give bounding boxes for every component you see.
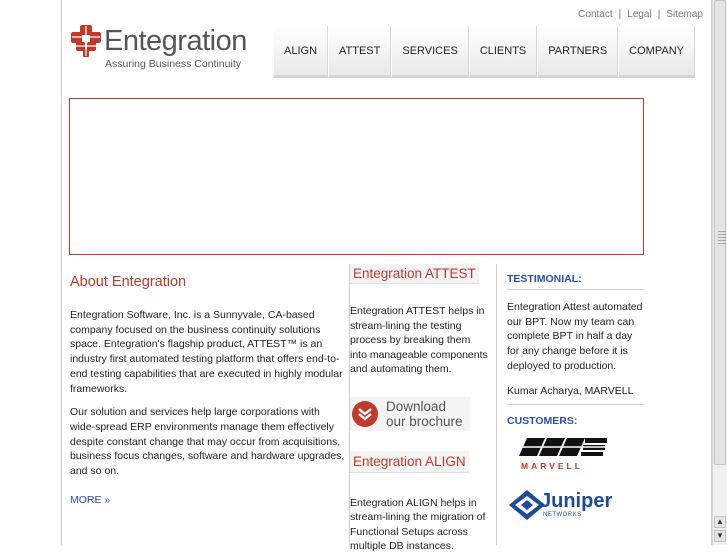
main-nav <box>273 26 695 78</box>
nav-attest[interactable]: ATTEST <box>328 26 391 78</box>
attest-text: Entegration ATTEST helps in stream-lining the testing process by breaking them into manageable components and automating them. <box>350 305 488 375</box>
scrollbar-grip-icon <box>718 231 726 245</box>
nav-align[interactable]: ALIGN <box>273 26 328 78</box>
customers-title: CUSTOMERS: <box>507 415 578 428</box>
products-column <box>350 264 490 554</box>
separator: | <box>618 9 622 20</box>
logo-tagline: Assuring Business Continuity <box>105 58 241 70</box>
align-text: Entegration ALIGN helps in stream-lining the migration of Functional Setups across multiple DB instances. <box>350 496 486 552</box>
marvell-logo <box>507 436 634 474</box>
testimonial-title: TESTIMONIAL: <box>507 273 582 285</box>
nav-services[interactable]: SERVICES <box>391 26 468 78</box>
about-title: About Entegration <box>70 274 187 290</box>
download-icon <box>352 401 378 427</box>
brochure-line-1: Download <box>386 398 447 414</box>
logo-name: Entegration <box>104 25 247 57</box>
about-paragraph-2: Our solution and services help large corporations with wide-spread ERP environments manage them effectively despite constant change that may occur from acquisitions, business focus changes, software and hardware upgrades, and so on. <box>70 406 345 478</box>
attest-title[interactable]: Entegration ATTEST <box>350 264 479 284</box>
juniper-wordmark: Juniper <box>540 490 613 513</box>
testimonial-column <box>507 264 644 522</box>
logo-mark-icon <box>71 25 101 57</box>
site-logo[interactable] <box>71 25 249 71</box>
juniper-logo <box>507 488 634 522</box>
scroll-down-icon[interactable]: ▼ <box>714 530 726 542</box>
about-paragraph-1: Entegration Software, Inc. is a Sunnyvale, CA-based company focused on the business continuity solutions space. Entegration's flagship product, ATTEST™ is an industry first automated testing platform that offers end-to-end testing capabilities that are executed in highly modular frameworks. <box>70 309 343 395</box>
testimonial-quote: Entegration Attest automated our BPT. Now my team can complete BPT in half a day for any change before it is deployed to production. <box>507 301 643 372</box>
align-title[interactable]: Entegration ALIGN <box>350 451 469 473</box>
legal-link[interactable]: Legal <box>627 9 652 20</box>
marvell-wordmark: MARVELL <box>521 461 583 472</box>
contact-link[interactable]: Contact <box>578 9 613 20</box>
more-link[interactable]: MORE » <box>70 493 111 506</box>
page-container <box>61 0 712 552</box>
hero-banner <box>69 98 644 255</box>
juniper-subtitle: NETWORKS <box>543 512 582 519</box>
vertical-scrollbar[interactable] <box>712 0 727 545</box>
scroll-up-icon[interactable]: ▲ <box>714 516 726 528</box>
nav-partners[interactable]: PARTNERS <box>537 26 618 78</box>
download-brochure-button[interactable] <box>350 397 470 431</box>
brochure-line-2: our brochure <box>386 413 463 429</box>
testimonial-author: Kumar Acharya, MARVELL <box>507 384 634 397</box>
top-links <box>578 9 703 20</box>
nav-company[interactable]: COMPANY <box>618 26 695 78</box>
sitemap-link[interactable]: Sitemap <box>666 9 703 20</box>
divider <box>507 404 644 405</box>
about-section <box>70 274 345 508</box>
column-divider <box>496 264 497 545</box>
divider <box>507 289 644 290</box>
scrollbar-thumb[interactable] <box>714 0 726 465</box>
separator: | <box>657 9 661 20</box>
nav-clients[interactable]: CLIENTS <box>469 26 537 78</box>
